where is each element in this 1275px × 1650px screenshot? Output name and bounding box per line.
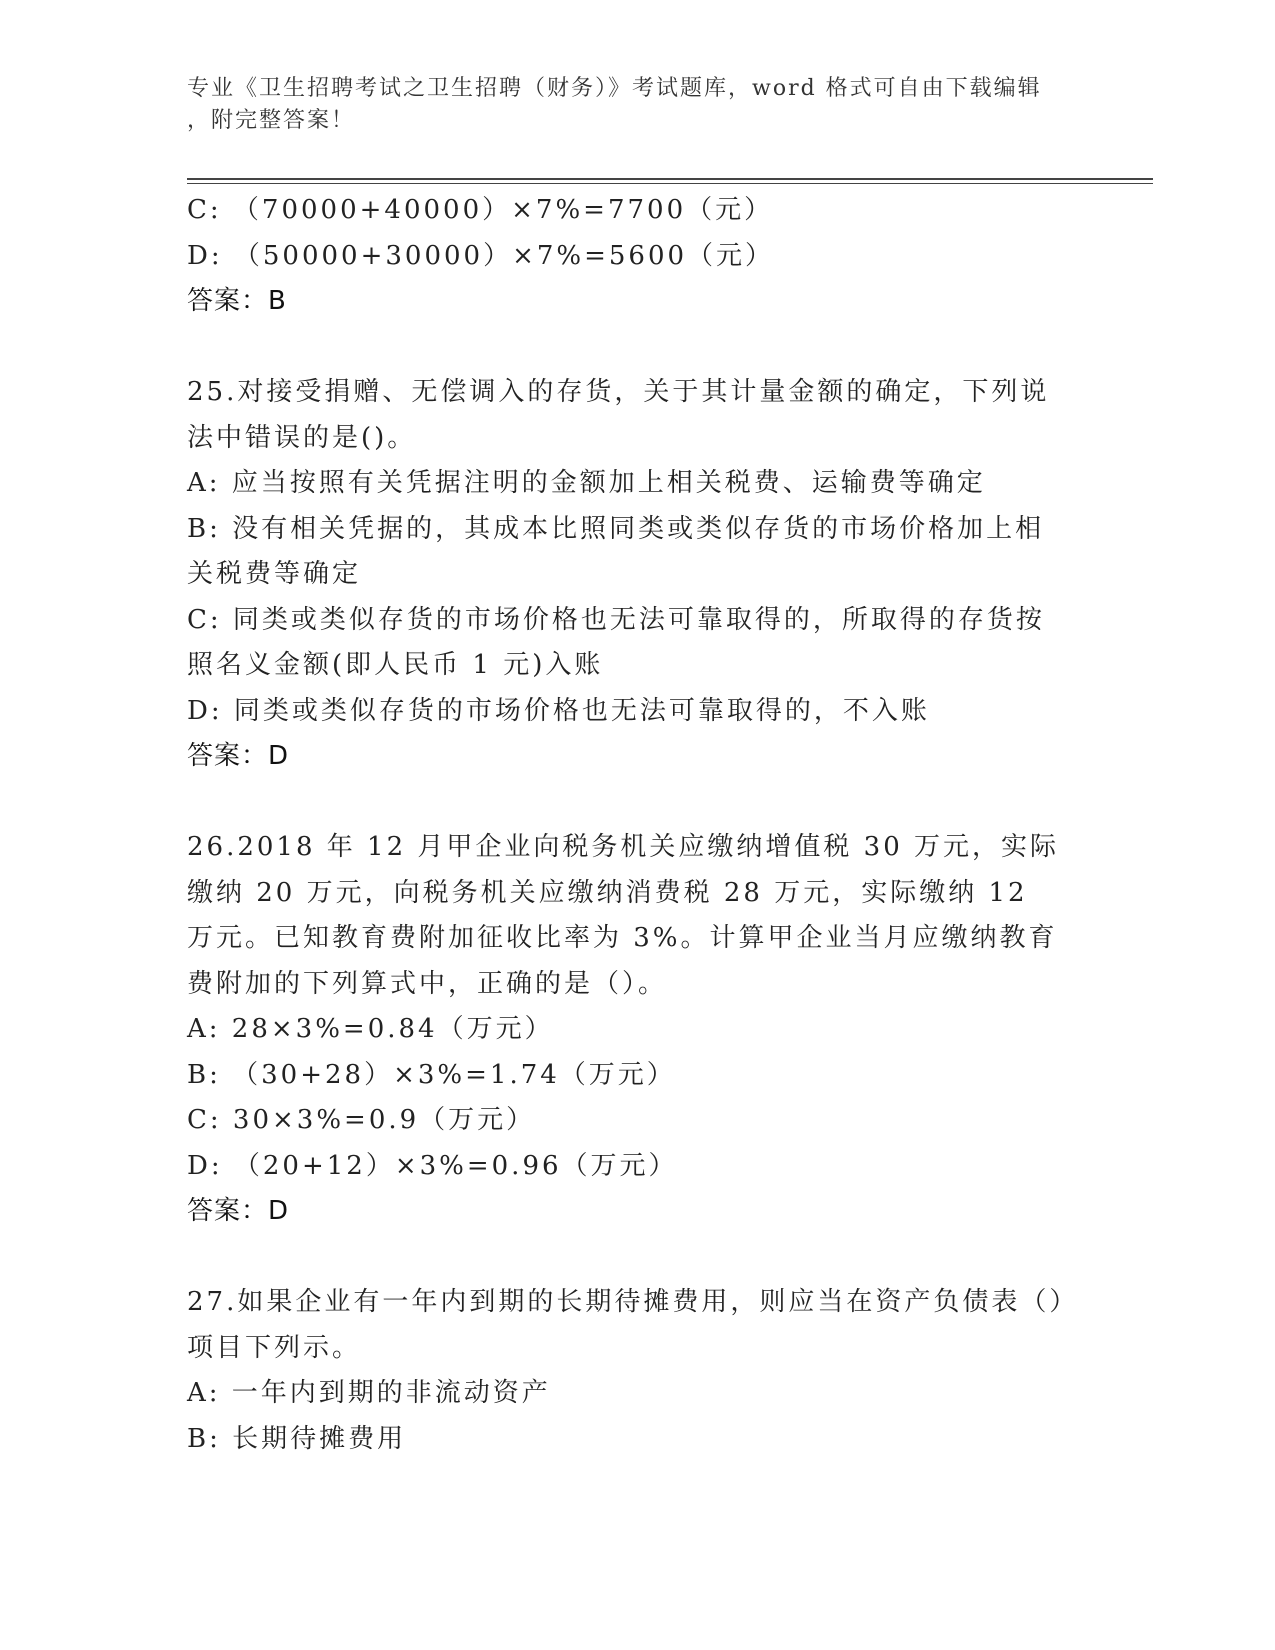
q25-option-d: D: 同类或类似存货的市场价格也无法可靠取得的，不入账: [187, 695, 930, 726]
header-divider-thin: [187, 183, 1153, 184]
question-24: [187, 188, 1067, 325]
document-header: [187, 73, 1067, 137]
q26-stem: 26.2018 年 12 月甲企业向税务机关应缴纳增值税 30 万元，实际缴纳 20 万元，向税务机关应缴纳消费税 28 万元，实际缴纳 12 万元。已知教育费附加征收比率为 3%。计算甲企业当月应缴纳教育费附加的下列算式中，正确的是（）。: [187, 832, 1060, 999]
q24-option-d: D: （50000+30000）×7%=5600（元）: [187, 240, 775, 271]
question-26: [187, 825, 1067, 1235]
header-divider-thick: [187, 178, 1153, 180]
q27-stem: 27.如果企业有一年内到期的长期待摊费用，则应当在资产负债表（）项目下列示。: [187, 1287, 1066, 1363]
q24-option-c: C: （70000+40000）×7%=7700（元）: [187, 195, 774, 225]
q25-option-a: A: 应当按照有关凭据注明的金额加上相关税费、运输费等确定: [187, 468, 986, 498]
q24-answer: 答案：B: [187, 286, 287, 316]
question-25: [187, 370, 1067, 780]
q27-option-a: A: 一年内到期的非流动资产: [187, 1378, 551, 1408]
spacer: [187, 1235, 1067, 1281]
q26-option-a: A: 28×3%=0.84（万元）: [187, 1014, 554, 1044]
header-line-1: 专业《卫生招聘考试之卫生招聘（财务）》考试题库，word 格式可自由下载编辑: [187, 76, 1042, 101]
question-content: [187, 188, 1067, 1462]
question-27: [187, 1280, 1067, 1462]
q25-option-c: C: 同类或类似存货的市场价格也无法可靠取得的，所取得的存货按照名义金额(即人民币 1 元)入账: [187, 604, 1045, 680]
spacer: [187, 780, 1067, 826]
q27-option-b: B: 长期待摊费用: [187, 1423, 407, 1454]
q26-option-b: B: （30+28）×3%=1.74（万元）: [187, 1059, 676, 1090]
q26-answer: 答案：D: [187, 1196, 290, 1226]
header-line-2: ，附完整答案！: [187, 108, 356, 133]
q26-option-d: D: （20+12）×3%=0.96（万元）: [187, 1150, 678, 1181]
q26-option-c: C: 30×3%=0.9（万元）: [187, 1105, 536, 1135]
q25-option-b: B: 没有相关凭据的，其成本比照同类或类似存货的市场价格加上相关税费等确定: [187, 513, 1045, 589]
spacer: [187, 325, 1067, 371]
q25-answer: 答案：D: [187, 741, 290, 771]
q25-stem: 25.对接受捐赠、无偿调入的存货，关于其计量金额的确定，下列说法中错误的是()。: [187, 377, 1050, 453]
